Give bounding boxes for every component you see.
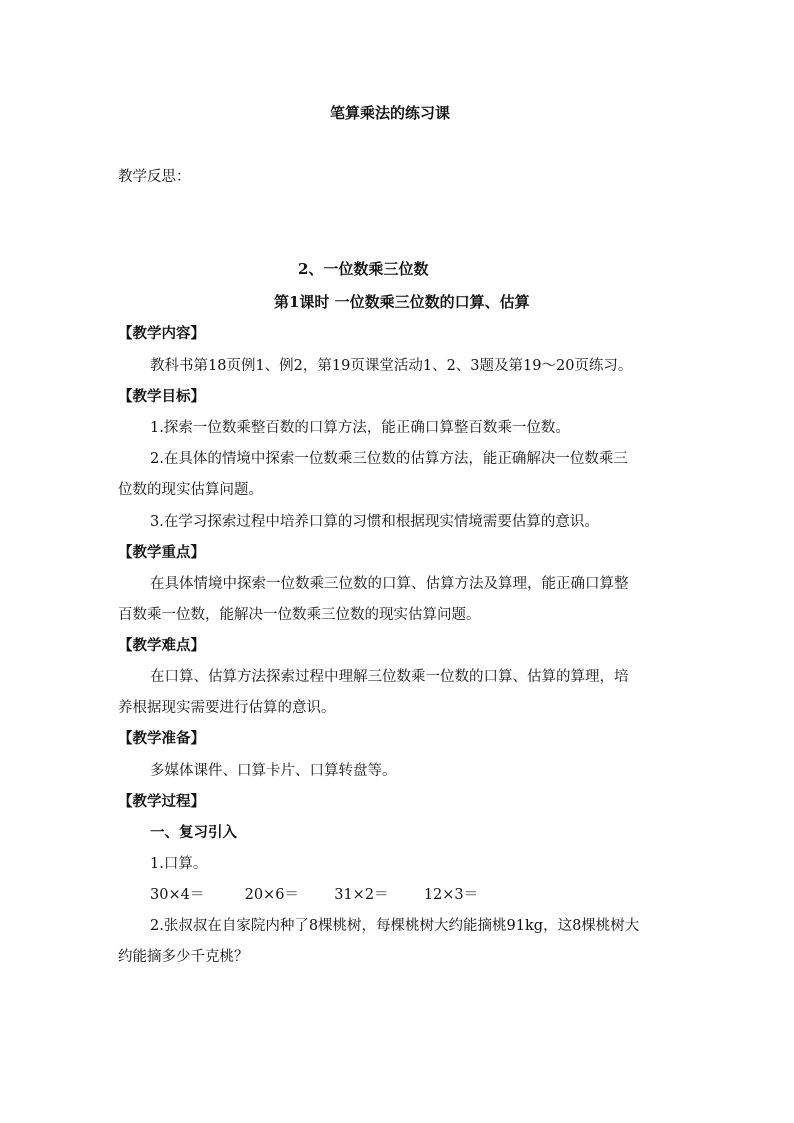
goal-2-line-1: 2.在具体的情境中探索一位数乘三位数的估算方法，能正确解决一位数乘三: [150, 451, 628, 467]
calc-item: 31×2＝: [334, 887, 389, 903]
question-2-line-1: 2.张叔叔在自家院内种了8棵桃树，每棵桃树大约能摘桃91kg，这8棵桃树大: [150, 918, 640, 934]
calc-item: 20×6＝: [244, 887, 299, 903]
question-1: 1.口算。: [150, 856, 208, 872]
unit-title: 2、一位数乘三位数: [298, 260, 429, 278]
step-1-title: 一、复习引入: [150, 824, 237, 841]
calc-item: 30×4＝: [150, 887, 205, 903]
goal-2-line-2: 位数的现实估算问题。: [118, 482, 263, 498]
content-text: 教科书第18页例1、例2，第19页课堂活动1、2、3题及第19～20页练习。: [150, 358, 633, 374]
goal-3: 3.在学习探索过程中培养口算的习惯和根据现实情境需要估算的意识。: [150, 514, 599, 530]
top-title: 笔算乘法的练习课: [330, 104, 451, 122]
goal-1: 1.探索一位数乘整百数的口算方法，能正确口算整百数乘一位数。: [150, 420, 570, 436]
question-2-line-2: 约能摘多少千克桃？: [118, 949, 249, 965]
preparation-text: 多媒体课件、口算卡片、口算转盘等。: [150, 763, 397, 779]
section-heading-process: 【教学过程】: [118, 793, 205, 810]
section-heading-difficulties: 【教学难点】: [118, 637, 205, 654]
difficulties-line-1: 在口算、估算方法探索过程中理解三位数乘一位数的口算、估算的算理，培: [150, 669, 629, 685]
key-points-line-1: 在具体情境中探索一位数乘三位数的口算、估算方法及算理，能正确口算整: [150, 576, 629, 592]
reflection-label: 教学反思：: [118, 169, 191, 185]
key-points-line-2: 百数乘一位数，能解决一位数乘三位数的现实估算问题。: [118, 607, 481, 623]
section-heading-content: 【教学内容】: [118, 325, 205, 342]
section-heading-key-points: 【教学重点】: [118, 544, 205, 561]
section-heading-preparation: 【教学准备】: [118, 730, 205, 747]
difficulties-line-2: 养根据现实需要进行估算的意识。: [118, 700, 336, 716]
oral-calc-row: [150, 883, 478, 904]
section-heading-goals: 【教学目标】: [118, 388, 205, 405]
calc-item: 12×3＝: [423, 887, 479, 903]
lesson-title: 第1课时 一位数乘三位数的口算、估算: [274, 293, 530, 311]
